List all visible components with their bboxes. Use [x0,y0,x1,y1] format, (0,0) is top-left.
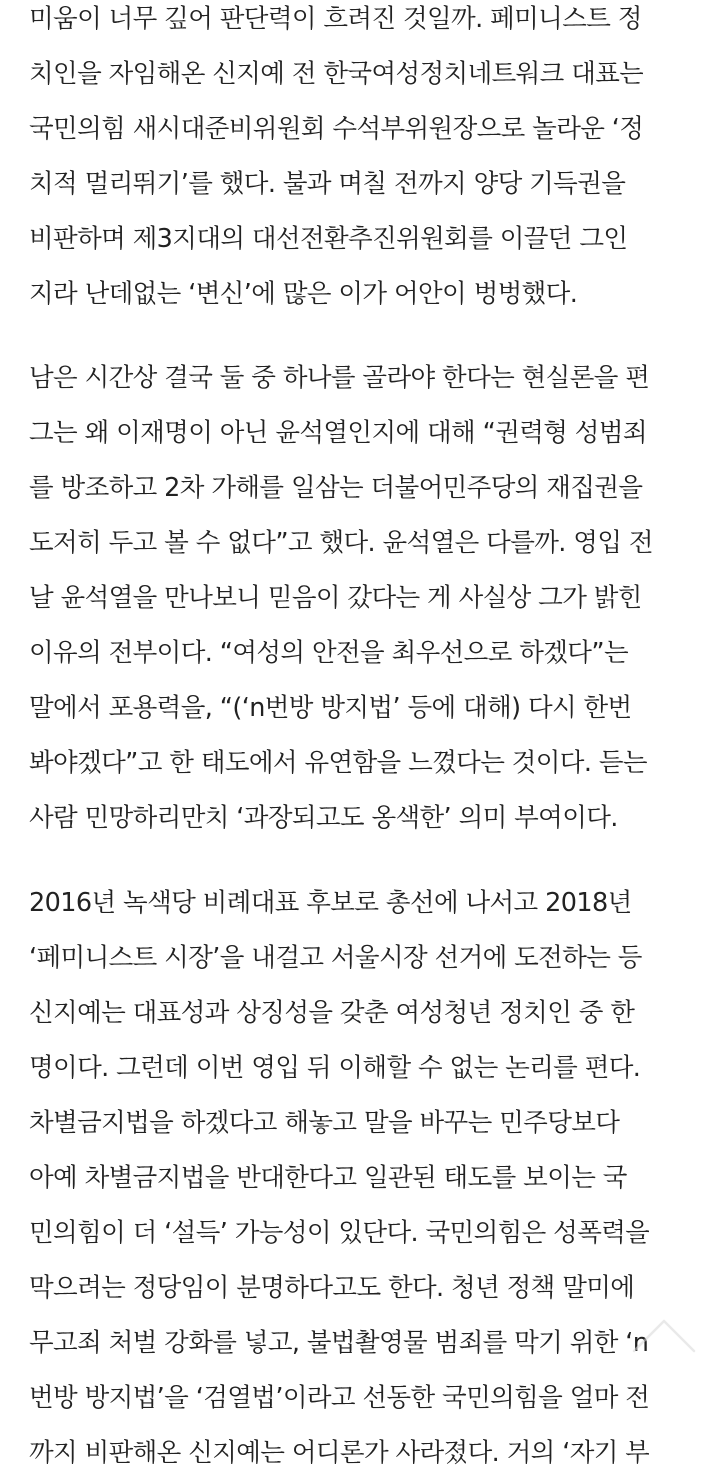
text-line: 이유의 전부이다. “여성의 안전을 최우선으로 하겠다”는 [29,638,628,668]
text-line: 를 방조하고 2차 가해를 일삼는 더불어민주당의 재집권을 [29,473,643,503]
paragraph-3 [29,876,649,1481]
paragraph-2 [29,351,653,846]
text-line: 치적 멀리뛰기’를 했다. 불과 며칠 전까지 양당 기득권을 [29,169,626,199]
text-line: 그는 왜 이재명이 아닌 윤석열인지에 대해 “권력형 성범죄 [29,418,647,448]
text-line: 번방 방지법’을 ‘검열법’이라고 선동한 국민의힘을 얼마 전 [29,1383,650,1413]
text-line: 아예 차별금지법을 반대한다고 일관된 태도를 보이는 국 [29,1163,627,1193]
text-line: 국민의힘 새시대준비위원회 수석부위원장으로 놀라운 ‘정 [29,114,644,144]
text-line: 봐야겠다”고 한 태도에서 유연함을 느꼈다는 것이다. 듣는 [29,748,647,778]
text-line: 신지예는 대표성과 상징성을 갖춘 여성청년 정치인 중 한 [29,998,635,1028]
paragraph-1 [29,0,643,322]
text-line: 까지 비판해온 신지예는 어디론가 사라졌다. 거의 ‘자기 부 [29,1438,650,1468]
text-line: 치인을 자임해온 신지예 전 한국여성정치네트워크 대표는 [29,59,644,89]
text-line: 남은 시간상 결국 둘 중 하나를 골라야 한다는 현실론을 편 [29,363,650,393]
text-line: 무고죄 처벌 강화를 넣고, 불법촬영물 범죄를 막기 위한 ‘n [29,1328,649,1358]
text-line: 지라 난데없는 ‘변신’에 많은 이가 어안이 벙벙했다. [29,279,578,309]
text-line: 날 윤석열을 만나보니 믿음이 갔다는 게 사실상 그가 밝힌 [29,583,642,613]
text-line: 막으려는 정당임이 분명하다고도 한다. 청년 정책 말미에 [29,1273,635,1303]
text-line: 2016년 녹색당 비례대표 후보로 총선에 나서고 2018년 [29,888,632,918]
text-line: 명이다. 그런데 이번 영입 뒤 이해할 수 없는 논리를 편다. [29,1053,641,1083]
text-line: 비판하며 제3지대의 대선전환추진위원회를 이끌던 그인 [29,224,628,254]
text-line: 미움이 너무 깊어 판단력이 흐려진 것일까. 페미니스트 정 [29,4,642,34]
scroll-to-top-button[interactable] [626,1303,702,1379]
text-line: 사람 민망하리만치 ‘과장되고도 옹색한’ 의미 부여이다. [29,803,618,833]
text-line: 도저히 두고 볼 수 없다”고 했다. 윤석열은 다를까. 영입 전 [29,528,653,558]
text-line: 차별금지법을 하겠다고 해놓고 말을 바꾸는 민주당보다 [29,1108,620,1138]
chevron-up-icon [626,1303,702,1379]
text-line: 민의힘이 더 ‘설득’ 가능성이 있단다. 국민의힘은 성폭력을 [29,1218,650,1248]
text-line: ‘페미니스트 시장’을 내걸고 서울시장 선거에 도전하는 등 [29,943,642,973]
text-line: 말에서 포용력을, “(‘n번방 방지법’ 등에 대해) 다시 한번 [29,693,632,723]
